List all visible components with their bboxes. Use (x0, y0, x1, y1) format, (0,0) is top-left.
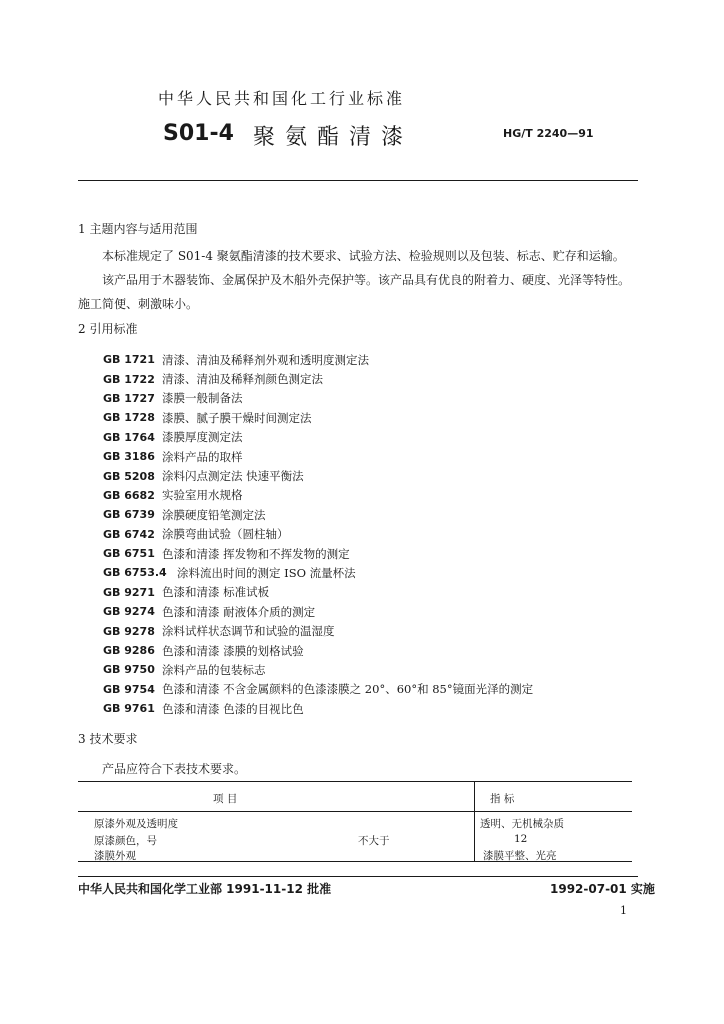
table-row-1-index: 透明、无机械杂质 (480, 818, 564, 830)
table-top-rule (78, 781, 632, 782)
table-header-index: 指 标 (490, 793, 515, 805)
reference-item: GB 9278 涂料试样状态调节和试验的温湿度 (103, 624, 335, 639)
table-header-rule (78, 811, 632, 812)
section-1-heading: 1 主题内容与适用范围 (78, 222, 198, 236)
section-3-heading: 3 技术要求 (78, 732, 138, 746)
reference-item: GB 1728 漆膜、腻子膜干燥时间测定法 (103, 410, 312, 425)
approval-line: 中华人民共和国化学工业部 1991-11-12 批准 (78, 882, 332, 896)
page-number: 1 (620, 904, 627, 917)
header-divider (78, 180, 638, 181)
reference-list (103, 350, 533, 718)
section-3-intro: 产品应符合下表技术要求。 (102, 762, 247, 776)
table-row-2-qualifier: 不大于 (358, 835, 390, 847)
reference-item: GB 5208 涂料闪点测定法 快速平衡法 (103, 469, 304, 484)
section-1-paragraph-2: 该产品用于木器装饰、金属保护及木船外壳保护等。该产品具有优良的附着力、硬度、光泽等特性。施工简便、刺激味小。 (78, 273, 631, 311)
reference-item: GB 1727 漆膜一般制备法 (103, 391, 243, 406)
reference-item: GB 1721 清漆、清油及稀释剂外观和透明度测定法 (103, 352, 369, 367)
reference-item: GB 1764 漆膜厚度测定法 (103, 430, 243, 445)
reference-item: GB 9754 色漆和清漆 不含金属颜料的色漆漆膜之 20°、60°和 85°镜面光泽的测定 (103, 682, 534, 697)
reference-item: GB 9274 色漆和清漆 耐液体介质的测定 (103, 604, 316, 619)
section-1-paragraph-1: 本标准规定了 S01-4 聚氨酯清漆的技术要求、试验方法、检验规则以及包装、标志、贮存和运输。 (102, 249, 625, 263)
reference-item: GB 9750 涂料产品的包装标志 (103, 662, 266, 677)
table-header-item: 项 目 (213, 793, 238, 805)
document-title: 聚氨酯清漆 (253, 125, 414, 150)
reference-item: GB 9286 色漆和清漆 漆膜的划格试验 (103, 643, 304, 658)
section-2-heading: 2 引用标准 (78, 322, 138, 336)
issuing-organization: 中华人民共和国化工行业标准 (158, 89, 406, 108)
footer-divider (78, 876, 638, 877)
table-row-3-index: 漆膜平整、光亮 (483, 850, 557, 862)
reference-item: GB 9271 色漆和清漆 标准试板 (103, 585, 270, 600)
reference-item: GB 6753.4 涂料流出时间的测定 ISO 流量杯法 (103, 565, 356, 580)
implementation-date: 1992-07-01 实施 (550, 882, 655, 896)
reference-item: GB 9761 色漆和清漆 色漆的目视比色 (103, 701, 304, 716)
reference-item: GB 1722 清漆、清油及稀释剂颜色测定法 (103, 372, 323, 387)
product-code: S01-4 (163, 121, 234, 146)
reference-item: GB 6739 涂膜硬度铅笔测定法 (103, 507, 266, 522)
table-row-1-item: 原漆外观及透明度 (94, 818, 178, 830)
table-row-2-item: 原漆颜色，号 (94, 835, 157, 847)
reference-item: GB 6682 实验室用水规格 (103, 488, 243, 503)
table-row-3-item: 漆膜外观 (94, 850, 136, 862)
reference-item: GB 6751 色漆和清漆 挥发物和不挥发物的测定 (103, 546, 350, 561)
table-row-2-index: 12 (514, 833, 528, 845)
reference-item: GB 6742 涂膜弯曲试验（圆柱轴） (103, 527, 289, 542)
reference-item: GB 3186 涂料产品的取样 (103, 449, 243, 464)
standard-number: HG/T 2240—91 (503, 127, 594, 140)
table-column-divider (474, 781, 475, 861)
